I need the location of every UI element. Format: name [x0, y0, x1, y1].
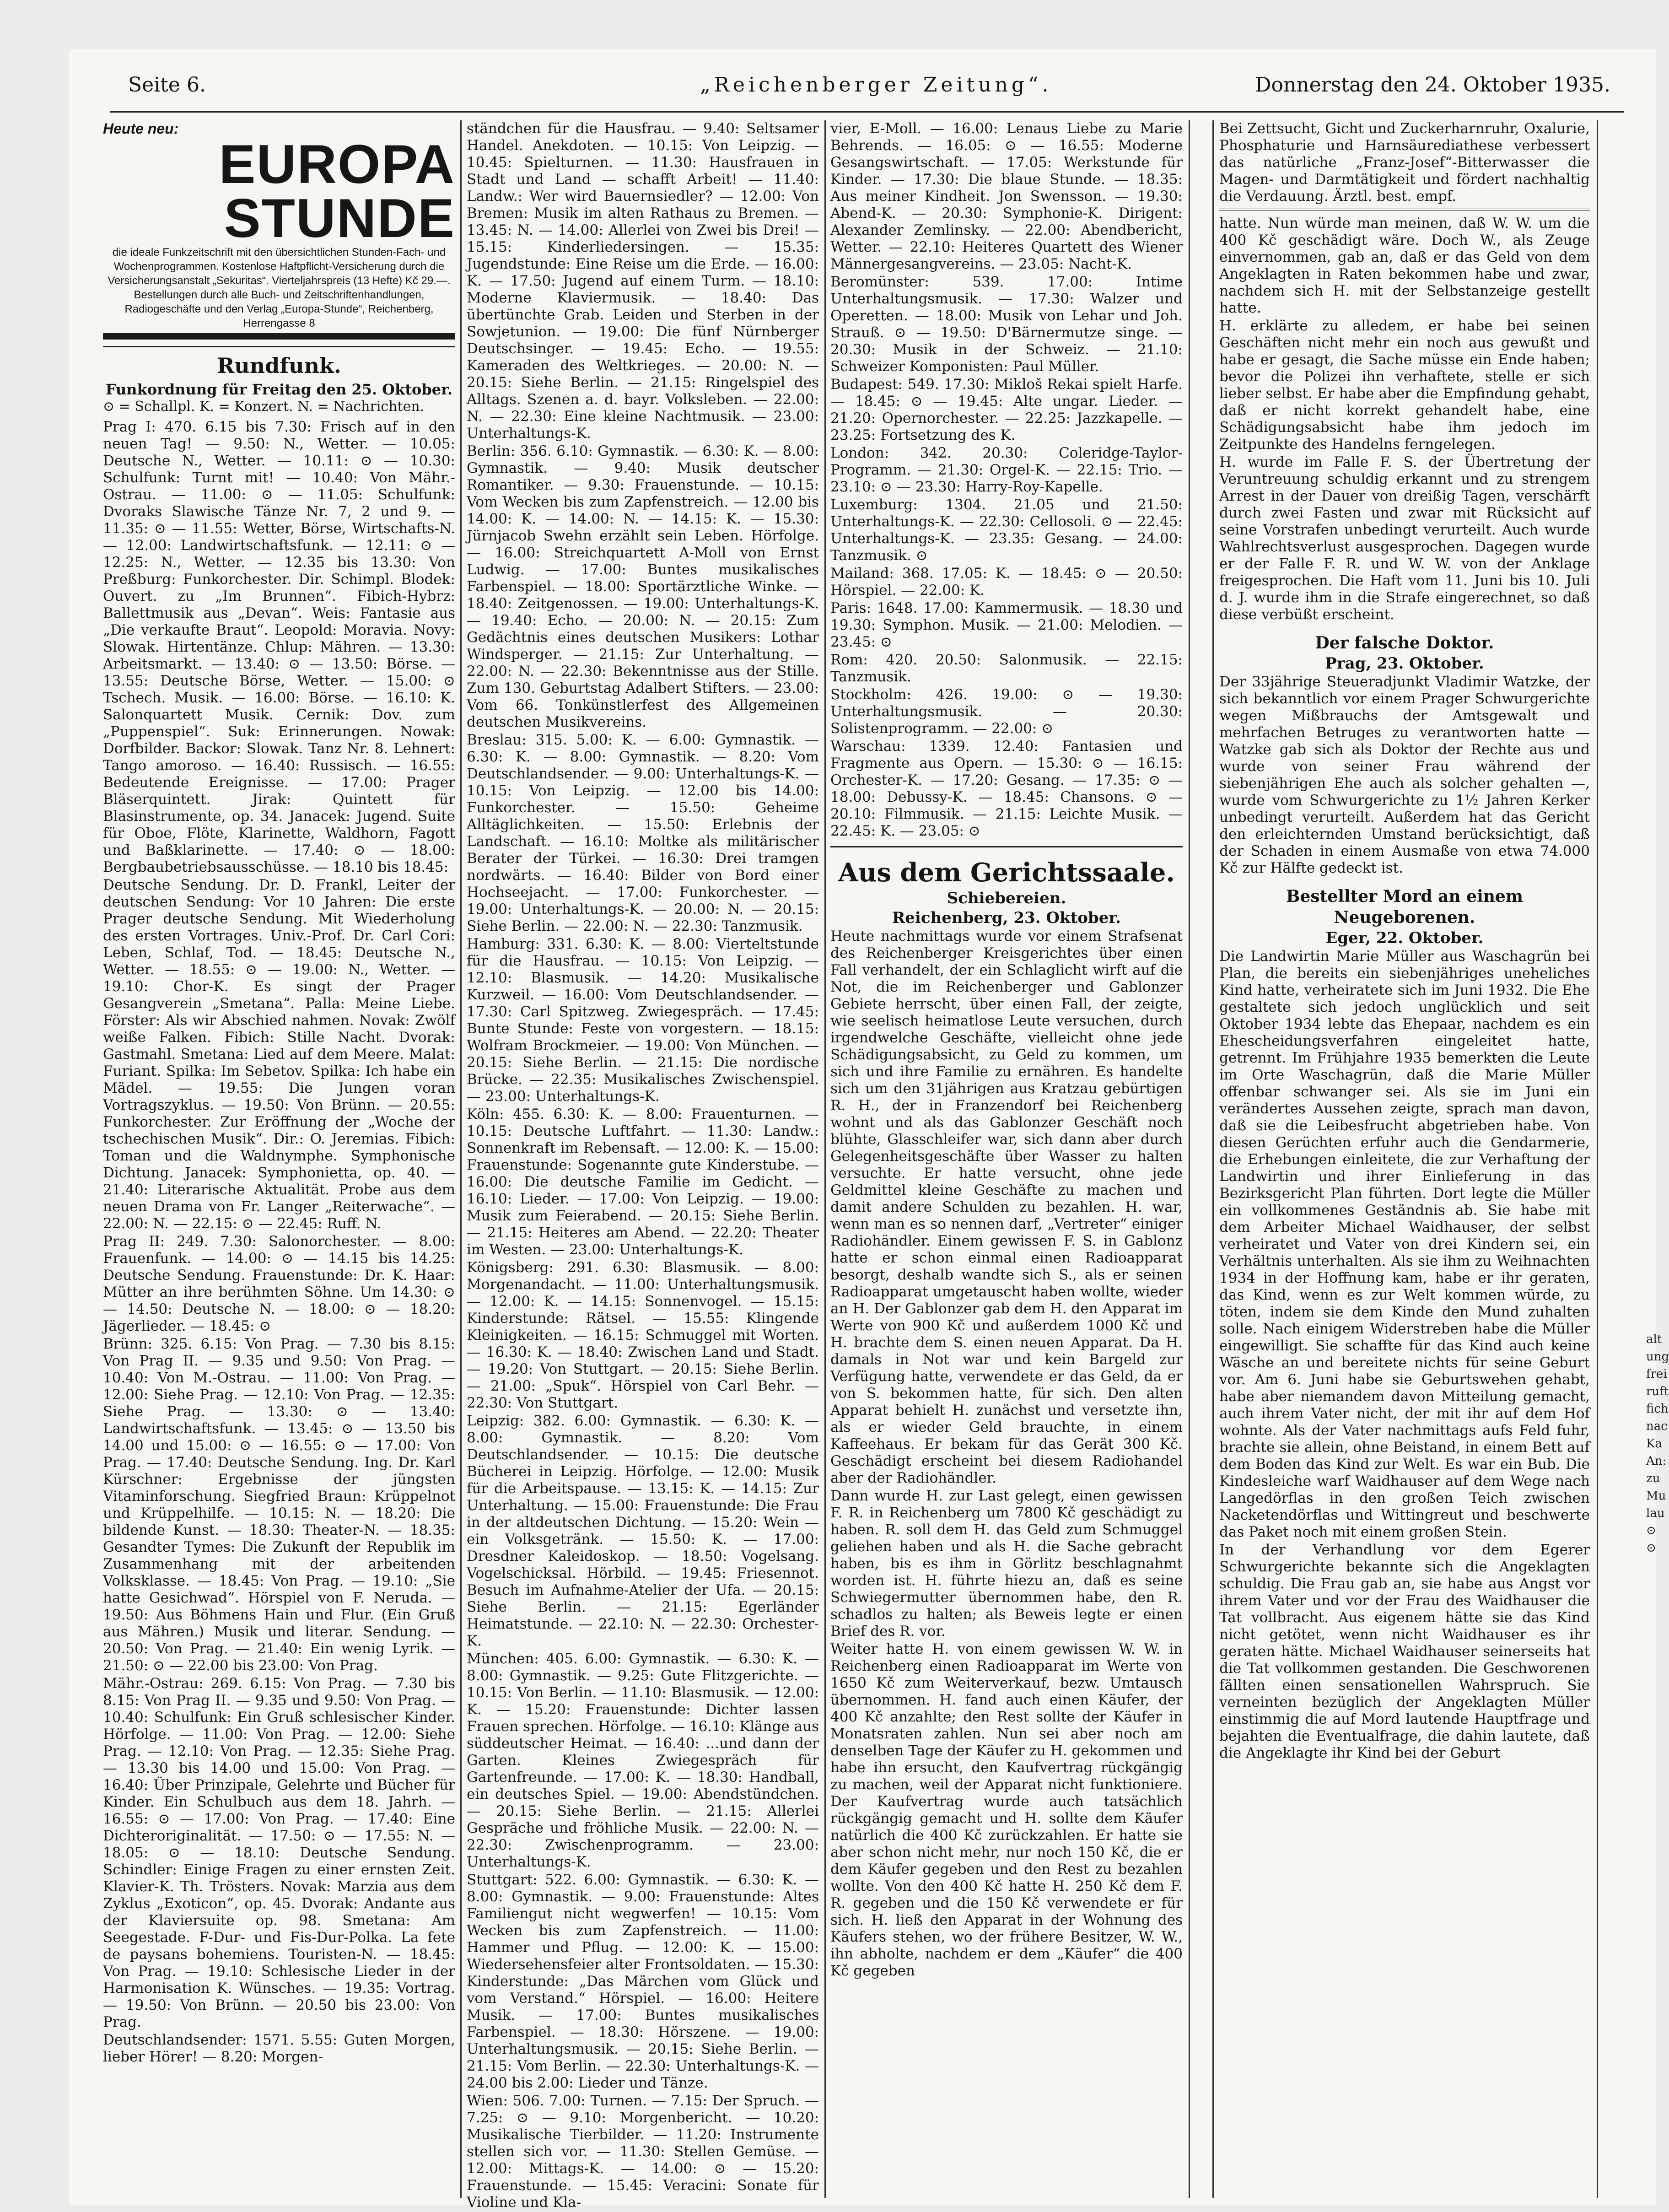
ad-brand-line-1: EUROPA: [219, 134, 455, 195]
court-article-dateline: Reichenberg, 23. Oktober.: [892, 909, 1121, 927]
radio-paragraph: Leipzig: 382. 6.00: Gymnastik. — 6.30: K. — 8.00: Gymnastik. — 8.20: Vom Deutschlandsender. — 10.15: Die deutsche Bücherei in Leipzig. Hörfolge. — 12.00: Musik für die Arbeitspause. — 13.15: K. — 14.15: Zur Unterhaltung. — 15.00: Frauenstunde: Die Frau in der altdeutschen Dichtung. — 15.20: Wein — ein Volksgetränk. — 15.50: K. — 17.00: Dresdner Kaleidoskop. — 18.50: Vogelsang. Vogelschicksal. Hörbild. — 19.45: Friesennot. Besuch im Aufnahme-Atelier der Ufa. — 20.15: Siehe Berlin. — 21.15: Egerländer Heimatstunde. — 22.10: N. — 22.30: Orchester-K.: [467, 1413, 819, 1649]
radio-paragraph: Berlin: 356. 6.10: Gymnastik. — 6.30: K. — 8.00: Gymnastik. — 9.40: Musik deutscher Romantiker. — 9.30: Frauenstunde. — 10.15: Vom Wecken bis zum Zapfenstreich. — 12.00 bis 14.00: K. — 14.00: N. — 14.15: K. — 15.30: Jürnjacob Swehn erzählt sein Leben. Hörfolge. — 16.00: Streichquartett A-Moll von Ernst Ludwig. — 17.00: Buntes musikalisches Farbenspiel. — 18.00: Sportärztliche Winke. — 18.40: Zeitgenossen. — 19.00: Unterhaltungs-K. — 19.40: Echo. — 20.00: N. — 20.15: Zum Gedächtnis eines deutschen Musikers: Lothar Windsperger. — 21.15: Zur Unterhaltung. — 22.00: N. — 22.30: Bekenntnisse aus der Stille. Zum 130. Geburtstag Adalbert Stifters. — 23.00: Vom 66. Tonkünstlerfest des Allgemeinen deutschen Musikvereins.: [467, 443, 819, 730]
radio-paragraph: ständchen für die Hausfrau. — 9.40: Seltsamer Handel. Anekdoten. — 10.15: Von Leipzig. — 10.45: Spielturnen. — 11.30: Hausfrauen in Stadt und Land — schafft Arbeit! — 11.40: Landw.: Wer wird Bauernsiedler? — 12.00: Von Bremen: Musik im alten Rathaus zu Bremen. — 13.45: N. — 14.00: Allerlei von Zwei bis Drei! — 15.15: Kinderliedersingen. — 15.35: Jugendstunde: Eine Reise um die Erde. — 16.00: K. — 17.50: Jugend auf einem Turm. — 18.10: Moderne Klaviermusik. — 18.40: Das übertünchte Grab. Leiden und Sterben in der Sowjetunion. — 19.00: Die fünf Nürnberger Deutschsinger. — 19.45: Echo. — 19.55: Kameraden des Weltkrieges. — 20.00: N. — 20.15: Siehe Berlin. — 21.15: Ringelspiel des Alltags. Szenen a. d. bayr. Volksleben. — 22.00: N. — 22.30: Eine kleine Nachtmusik. — 23.00: Unterhaltungs-K.: [467, 120, 819, 442]
ad-new-label: Heute neu:: [103, 120, 179, 137]
article-paragraph: Weiter hatte H. von einem gewissen W. W. in Reichenberg einen Radioapparat im Werte von 1650 Kč zum Weiterverkauf, bezw. Umtausch übernommen. H. fand auch einen Käufer, der 400 Kč anzahlte; den Rest sollte der Käufer in Monatsraten zahlen. Nun sei aber noch am denselben Tage der Käufer zu H. gekommen und habe ihn ersucht, den Kaufvertrag rückgängig zu machen, weil der Apparat nicht funktioniere. Der Kaufvertrag wurde auch tatsächlich rückgängig gemacht und H. sollte dem Käufer natürlich die 400 Kč zurückzahlen. Er hatte sie aber schon nicht mehr, nur noch 150 Kč, die er dem Käufer gegeben und den Rest zu bezahlen wollte. Von den 400 Kč hatte H. 250 Kč dem F. R. gegeben und die 150 Kč verwendete er für sich. H. ließ den Apparat in der Wohnung des Käufers stehen, wo der frühere Besitzer, W. W., ihn abholte, nachdem er dem „Käufer“ die 400 Kč gegeben: [830, 1641, 1183, 1979]
column-rule: [824, 120, 826, 2198]
radio-paragraph: Beromünster: 539. 17.00: Intime Unterhaltungsmusik. — 17.30: Walzer und Operetten. — 18.00: Musik von Lehar und Joh. Strauß. ⊙ — 19.50: D'Bärnermutze singe. — 20.30: Musik in der Schweiz. — 21.10: Schweizer Komponisten: Paul Müller.: [830, 274, 1183, 375]
radio-legend: ⊙ = Schallpl. K. = Konzert. N. = Nachrichten.: [103, 399, 425, 415]
section-rule: [830, 846, 1183, 847]
radio-paragraph: Hamburg: 331. 6.30: K. — 8.00: Vierteltstunde für die Hausfrau. — 10.15: Von Leipzig. — 12.10: Blasmusik. — 14.20: Musikalische Kurzweil. — 16.00: Vom Deutschlandsender. — 17.30: Carl Spitzweg. Zwiegespräch. — 17.45: Bunte Stunde: Feste von vorgestern. — 18.15: Wolfram Brockmeier. — 19.00: Von München. — 20.15: Siehe Berlin. — 21.15: Die nordische Brücke. — 22.35: Musikalisches Zwischenspiel. — 23.00: Unterhaltungs-K.: [467, 936, 819, 1105]
radio-paragraph: Warschau: 1339. 12.40: Fantasien und Fragmente aus Opern. — 15.30: ⊙ — 16.15: Orchester-K. — 17.20: Gesang. — 17.35: ⊙ — 18.00: Debussy-K. — 18.45: Chansons. ⊙ — 20.10: Filmmusik. — 21.15: Leichte Musik. — 22.45: K. — 23.05: ⊙: [830, 738, 1183, 839]
court-article-title: Schiebereien.: [947, 889, 1066, 907]
murder-article-dateline: Eger, 22. Oktober.: [1325, 929, 1484, 947]
column-rule: [460, 120, 462, 2198]
court-section-title: Aus dem Gerichtssaale.: [838, 858, 1175, 888]
radio-paragraph: Königsberg: 291. 6.30: Blasmusik. — 8.00: Morgenandacht. — 11.00: Unterhaltungsmusik. — 12.00: K. — 14.15: Sonnenvogel. — 15.15: Kinderstunde: Rätsel. — 15.55: Klingende Kleinigkeiten. — 16.15: Schmuggel mit Worten. — 16.30: K. — 18.40: Zwischen Land und Stadt. — 19.20: Von Stuttgart. — 20.15: Siehe Berlin. — 21.00: „Spuk“. Hörspiel von Carl Behr. — 22.30: Von Stuttgart.: [467, 1259, 819, 1411]
column-3: [830, 120, 1183, 2198]
europa-stunde-ad: [103, 120, 455, 347]
radio-paragraph: Deutsche Sendung. Dr. D. Frankl, Leiter der deutschen Sendung: Vor 10 Jahren: Die erste Prager deutsche Sendung. Mit Wiederholung des ersten Vortrages. Univ.-Prof. Dr. Carl Cori: Leben, Schlaf, Tod. — 18.45: Deutsche N., Wetter. — 18.55: ⊙ — 19.00: N., Wetter. — 19.10: Chor-K. Es singt der Prager Gesangverein „Smetana“. Palla: Meine Liebe. Förster: Als wir Abschied nahmen. Novak: Zwölf weiße Falken. Fibich: Stille Nacht. Dvorak: Gastmahl. Smetana: Lied auf dem Meere. Malat: Furiant. Spilka: Im Sebetov. Spilka: Ich habe ein Mädel. — 19.55: Die Jungen voran Vortragszyklus. — 19.50: Von Brünn. — 20.55: Funkorchester. Zur Eröffnung der „Woche der tschechischen Musik“. Dir.: O. Jeremias. Fibich: Toman und die Waldnymphe. Symphonische Dichtung. Janacek: Symphonietta, op. 40. — 21.40: Literarische Aktualität. Probe aus dem neuen Drama von Fr. Langer „Reiterwache“. — 22.00: N. — 22.15: ⊙ — 22.45: Ruff. N.: [103, 877, 455, 1232]
article-paragraph: Die Landwirtin Marie Müller aus Waschagrün bei Plan, die bereits ein siebenjähriges uneheliches Kind hatte, verheiratete sich im Juni 1932. Die Ehe gestaltete sich jedoch unglücklich und seit Oktober 1934 lebte das Ehepaar, nachdem es ein Ehescheidungsverfahren eingeleitet hatte, getrennt. Im Frühjahre 1935 bemerkten die Leute im Orte Waschagrün, daß die Marie Müller offenbar schwanger sei. Als sie im Juni ein verändertes Aussehen zeigte, sprach man davon, daß sie die Leibesfrucht abgetrieben habe. Von diesen Gerüchten erfuhr auch die Gendarmerie, die Erhebungen einleitete, die zur Verhaftung der Landwirtin und ihrer Einlieferung in das Bezirksgericht Plan führten. Dort legte die Müller ein vollkommenes Geständnis ab. Sie habe mit dem Arbeiter Michael Waidhauser, der selbst verheiratet und Vater von drei Kindern sei, ein Verhältnis unterhalten. Als sie ihm zu Weihnachten 1934 in der Hoffnung kam, habe er ihr geraten, das Kind, wenn es zur Welt kommen würde, zu töten, indem sie dem Kinde den Mund zuhalten solle. Nach einigem Widerstreben habe die Müller eingewilligt. Sie schaffte für das Kind auch keine Wäsche an und bereitete nichts für seine Geburt vor. Am 6. Juni habe sie Geburtswehen gehabt, habe aber niemandem davon Mitteilung gemacht, auch ihrem Vater nicht, der mit ihr auf dem Hof wohnte. Als der Vater nachmittags aufs Feld fuhr, brachte sie allein, ohne Beistand, in einem Bett auf dem Boden das Kind zur Welt. Es war ein Bub. Die Kindesleiche warf Waidhauser auf dem Wege nach Langedörflas in den großen Teich zwischen Nacketendörflas und Wittingreut und beschwerte das Paket noch mit einem großen Stein.: [1219, 948, 1590, 1540]
franz-josef-ad: Bei Zettsucht, Gicht und Zuckerharnruhr, Oxalurie, Phosphaturie und Harnsäurediathese verbessert das natürliche „Franz-Josef“-Bitterwasser die Magen- und Darmtätigkeit und fördert nachhaltig die Verdauung. Ärztl. best. empf.: [1219, 120, 1590, 210]
article-paragraph: In der Verhandlung vor dem Egerer Schwurgerichte bekannte sich die Angeklagten schuldig. Die Frau gab an, sie habe aus Angst vor ihrem Vater und vor der Frau des Waidhauser die Tat vollbracht. Aus eigenem hätte sie das Kind nicht getötet, wenn nicht Waidhauser es ihr geraten hätte. Michael Waidhauser seinerseits hat die Tat vollkommen gestanden. Die Geschworenen fällten einen sensationellen Wahrspruch. Sie verneinten bezüglich der Angeklagten Müller einstimmig die auf Mord lautende Hauptfrage und bejahten die Eventualfrage, die dahin lautete, daß die Angeklagte ihr Kind bei der Geburt: [1219, 1542, 1590, 1761]
radio-paragraph: Prag I: 470. 6.15 bis 7.30: Frisch auf in den neuen Tag! — 9.50: N., Wetter. — 10.05: Deutsche N., Wetter. — 10.11: ⊙ — 10.30: Schulfunk: Turnt mit! — 10.40: Von Mähr.-Ostrau. — 11.00: ⊙ — 11.05: Schulfunk: Dvoraks Slawische Tänze Nr. 7, 2 und 9. — 11.35: ⊙ — 11.55: Wetter, Börse, Wirtschafts-N. — 12.00: Landwirtschaftsfunk. — 12.11: ⊙ — 12.25: N., Wetter. — 12.35 bis 13.30: Von Preßburg: Funkorchester. Dir. Schimpl. Blodek: Ouvert. zu „Im Brunnen“. Fibich-Hybrz: Ballettmusik aus „Devan“. Weis: Fantasie aus „Die verkaufte Braut“. Leopold: Moravia. Novy: Slowak. Hirtentänze. Chlup: Mähren. — 13.30: Arbeitsmarkt. — 13.40: ⊙ — 13.50: Börse. — 13.55: Deutsche Börse, Wetter. — 15.00: ⊙ Tschech. Musik. — 16.00: Börse. — 16.10: K. Salonquartett Musik. Cernik: Dov. zum „Puppenspiel“. Suk: Erinnerungen. Nowak: Dorfbilder. Backor: Slowak. Tanz Nr. 8. Lehnert: Tango amoroso. — 16.40: Russisch. — 16.55: Bedeutende Ereignisse. — 17.00: Prager Bläserquintett. Jirak: Quintett für Blasinstrumente, op. 34. Janacek: Jugend. Suite für Oboe, Flöte, Klarinette, Waldhorn, Fagott und Baßklarinette. — 17.40: ⊙ — 18.00: Bergbaubetriebsausschüsse. — 18.10 bis 18.45:: [103, 419, 455, 875]
article-paragraph: hatte. Nun würde man meinen, daß W. W. um die 400 Kč geschädigt wäre. Doch W., als Zeuge einvernommen, gab an, daß er das Geld von dem Angeklagten in Raten bekommen habe und zwar, nachdem sich H. mit der Selbstanzeige gestellt hatte.: [1219, 215, 1590, 316]
article-paragraph: H. wurde im Falle F. S. der Übertretung der Veruntreuung schuldig erkannt und zu strengem Arrest in der Dauer von dreißig Tagen, verschärft durch zwei Fasten und zwar mit Rücksicht auf seine Vorstrafen unbedingt verurteilt. Auch wurde Wahlrechtsverlust ausgesprochen. Dagegen wurde er der Falle F. R. und W. W. von der Anklage freigesprochen. Die Haft vom 11. Juni bis 10. Juli d. J. wurde ihm in die Strafe eingerechnet, so daß diese verbüßt erscheint.: [1219, 454, 1590, 623]
radio-paragraph: Stockholm: 426. 19.00: ⊙ — 19.30: Unterhaltungsmusik. — 20.30: Solistenprogramm. — 22.00: ⊙: [830, 686, 1183, 737]
radio-paragraph: Breslau: 315. 5.00: K. — 6.00: Gymnastik. — 6.30: K. — 8.00: Gymnastik. — 8.20: Vom Deutschlandsender. — 9.00: Unterhaltungs-K. — 10.15: Von Leipzig. — 12.00 bis 14.00: Funkorchester. — 15.50: Geheime Alltäglichkeiten. — 15.50: Erlebnis der Landschaft. — 16.10: Moltke als militärischer Berater der Türkei. — 16.30: Drei tramgen nordwärts. — 16.40: Bilder von Bord einer Hochseejacht. — 17.00: Funkorchester. — 19.00: Unterhaltungs-K. — 20.00: N. — 20.15: Siehe Berlin. — 22.00: N. — 22.30: Tanzmusik.: [467, 732, 819, 934]
radio-paragraph: Deutschlandsender: 1571. 5.55: Guten Morgen, lieber Hörer! — 8.20: Morgen-: [103, 2032, 455, 2065]
radio-paragraph: Stuttgart: 522. 6.00: Gymnastik. — 6.30: K. — 8.00: Gymnastik. — 9.00: Frauenstunde: Altes Familiengut nicht wegwerfen! — 10.15: Vom Wecken bis zum Zapfenstreich. — 11.00: Hammer und Pflug. — 12.00: K. — 15.00: Wiedersehensfeier alter Frontsoldaten. — 15.30: Kinderstunde: „Das Märchen vom Glück und vom Verstand.“ Hörspiel. — 16.00: Heitere Musik. — 17.00: Buntes musikalisches Farbenspiel. — 18.30: Hörszene. — 19.00: Unterhaltungsmusik. — 20.15: Siehe Berlin. — 21.15: Vom Berlin. — 22.30: Unterhaltungs-K. — 24.00 bis 2.00: Lieder und Tänze.: [467, 1872, 819, 2091]
ad-brand-line-2: STUNDE: [224, 188, 455, 249]
page-number: Seite 6.: [128, 73, 206, 97]
doctor-article-title: Der falsche Doktor.: [1315, 633, 1494, 653]
doctor-article-dateline: Prag, 23. Oktober.: [1325, 654, 1484, 673]
radio-paragraph: Köln: 455. 6.30: K. — 8.00: Frauenturnen. — 10.15: Deutsche Luftfahrt. — 11.30: Landw.: Sonnenkraft im Rebensaft. — 12.00: K. — 15.00: Frauenstunde: Sogenannte gute Kinderstube. — 16.00: Die deutsche Familie im Gedicht. — 16.10: Lieder. — 17.00: Von Leipzig. — 19.00: Musik zum Feierabend. — 20.15: Siehe Berlin. — 21.15: Heiteres am Abend. — 22.20: Theater im Westen. — 23.00: Unterhaltungs-K.: [467, 1106, 819, 1258]
issue-date: Donnerstag den 24. Oktober 1935.: [1255, 73, 1610, 97]
header-rule: [110, 111, 1624, 113]
ad-rule: [103, 333, 455, 340]
column-rule: [1189, 120, 1190, 2198]
radio-paragraph: vier, E-Moll. — 16.00: Lenaus Liebe zu Marie Behrends. — 16.05: ⊙ — 16.55: Moderne Gesangswirtschaft. — 17.05: Werkstunde für Kinder. — 17.30: Die blaue Stunde. — 18.35: Aus meiner Kindheit. Jon Swensson. — 19.30: Abend-K. — 20.30: Symphonie-K. Dirigent: Alexander Zemlinsky. — 22.00: Abendbericht, Wetter. — 22.10: Heiteres Quartett des Wiener Männergesangvereins. — 23.05: Nacht-K.: [830, 120, 1183, 272]
radio-paragraph: Brünn: 325. 6.15: Von Prag. — 7.30 bis 8.15: Von Prag II. — 9.35 und 9.50: Von Prag. — 10.40: Von M.-Ostrau. — 11.00: Von Prag. — 12.00: Siehe Prag. — 12.10: Von Prag. — 12.35: Siehe Prag. — 13.30: ⊙ — 13.40: Landwirtschaftsfunk. — 13.45: ⊙ — 13.50 bis 14.00 und 15.00: ⊙ — 16.55: ⊙ — 17.00: Von Prag. — 17.40: Deutsche Sendung. Ing. Dr. Karl Kürschner: Ergebnisse der jüngsten Vitaminforschung. Siegfried Braun: Krüppelnot und Krüppelhilfe. — 10.15: N. — 18.20: Die bildende Kunst. — 18.30: Theater-N. — 18.35: Gesandter Tymes: Die Zukunft der Republik im Zusammenhang mit der arbeitenden Volksklasse. — 18.45: Von Prag. — 19.10: „Sie hatte Gesichwad“. Hörspiel von F. Neruda. — 19.50: Aus Böhmens Hain und Flur. (Ein Gruß aus Mähren.) Musik und literar. Sendung. — 20.50: Von Prag. — 21.40: Ein wenig Lyrik. — 21.50: ⊙ — 22.00 bis 23.00: Von Prag.: [103, 1336, 455, 1674]
radio-paragraph: Paris: 1648. 17.00: Kammermusik. — 18.30 und 19.30: Symphon. Musik. — 21.00: Melodien. — 23.45: ⊙: [830, 600, 1183, 650]
article-paragraph: Dann wurde H. zur Last gelegt, einen gewissen F. R. in Reichenberg um 7800 Kč geschädigt zu haben. R. soll dem H. das Geld zum Schmuggel geliehen haben und als H. die Sache gebracht haben, bis es ihm in Görlitz beschlagnahmt worden ist. H. führte hiezu an, daß es seine Schwiegermutter übernommen habe, den R. schadlos zu halten; als Beweis legte er einen Brief des R. vor.: [830, 1488, 1183, 1640]
newspaper-page: [69, 49, 1669, 2211]
radio-schedule-subtitle: Funkordnung für Freitag den 25. Oktober.: [105, 381, 453, 398]
article-paragraph: Der 33jährige Steueradjunkt Vladimir Watzke, der sich bekanntlich vor einem Prager Schwurgerichte wegen Mißbrauchs der Amtsgewalt und mehrfachen Betruges zu verantworten hatte — Watzke gab sich als Doktor der Rechte aus und wurde von seiner Frau während der siebenjährigen Ehe auch als solcher gehalten —, wurde vom Schwurgerichte zu 1½ Jahren Kerker unbedingt verurteilt. Außerdem hat das Gericht den erleichternden Umstand berücksichtigt, daß der Schaden in einem Ausmaße von etwa 74.000 Kč zur Hälfte gedeckt ist.: [1219, 674, 1590, 876]
column-4: [1219, 120, 1590, 2198]
radio-paragraph: Mähr.-Ostrau: 269. 6.15: Von Prag. — 7.30 bis 8.15: Von Prag II. — 9.35 und 9.50: Von Prag. — 10.40: Schulfunk: Ein Gruß schlesischer Kinder. Hörfolge. — 11.00: Von Prag. — 12.00: Siehe Prag. — 12.10: Von Prag. — 12.35: Siehe Prag. — 13.30 bis 14.00 und 15.00: Von Prag. — 16.40: Über Prinzipale, Gelehrte und Bücher für Kinder. Ein Schulbuch aus dem 18. Jahrh. — 16.55: ⊙ — 17.00: Von Prag. — 17.40: Eine Dichteroriginalität. — 17.50: ⊙ — 17.55: N. — 18.05: ⊙ — 18.10: Deutsche Sendung. Schindler: Einige Fragen zu einer ernsten Zeit. Klavier-K. Th. Trösters. Novak: Marzia aus dem Zyklus „Exoticon“, op. 45. Dvorak: Andante aus der Klaviersuite op. 98. Smetana: Am Seegestade. F-Dur- und Fis-Dur-Polka. La fete de paysans bohemiens. Touristen-N. — 18.45: Von Prag. — 19.10: Schlesische Lieder in der Harmonisation K. Wünsches. — 19.35: Vortrag. — 19.50: Von Brünn. — 20.50 bis 23.00: Von Prag.: [103, 1675, 455, 2030]
article-paragraph: H. erklärte zu alledem, er habe bei seinen Geschäften nicht mehr ein noch aus gewußt und habe er gesagt, die Sache müsse ein Ende haben; bevor die Polizei ihn verhaftete, stelle er sich lieber selbst. Er habe aber die Empfindung gehabt, daß er nicht korrekt gehandelt habe, eine Schädigungsabsicht habe ihm jedoch im Zeitpunkte des Handelns ferngelegen.: [1219, 318, 1590, 453]
article-paragraph: Heute nachmittags wurde vor einem Strafsenat des Reichenberger Kreisgerichtes über einen Fall verhandelt, der ein Schlaglicht wirft auf die Not, die im Reichenberger und Gablonzer Gebiete herrscht, über einen Fall, der zeigte, wie seelisch heimatlose Leute versuchen, durch irgendwelche Geschäfte, vielleicht ohne jede Schädigungsabsicht, zu Geld zu kommen, um sich und ihre Familie zu ernähren. Es handelte sich um den 31jährigen aus Kratzau gebürtigen R. H., der in Franzendorf bei Reichenberg wohnt und als das Gablonzer Geschäft noch blühte, Glasschleifer war, sich dann aber durch Gelegenheitsgeschäfte über Wasser zu halten versuchte. Er hatte versucht, ohne jede Geldmittel kleine Geschäfte zu machen und damit andere Schulden zu bezahlen. H. war, wenn man es so nennen darf, „Vertreter“ einiger Radiohändler. Einem gewissen F. S. in Gablonz hatte er schon einmal einen Radioapparat besorgt, deshalb wandte sich S., als er seinen Radioapparat umgetauscht haben wollte, wieder an H. Der Gablonzer gab dem H. den Apparat im Werte von 900 Kč und außerdem 1000 Kč und H. brachte dem S. einen neuen Apparat. Da H. damals in Not war und kein Bargeld zur Verfügung hatte, verwendete er das Geld, da er von S. bekommen hatte, für sich. Den alten Apparat behielt H. zunächst und versetzte ihn, als er wieder Geld brauchte, in einem Kaffeehaus. Er bekam für das Gerät 300 Kč. Geschädigt erscheint bei diesem Radiohandel aber der Radiohändler.: [830, 928, 1183, 1486]
adjacent-page-fragment: alt ung frei ruft fich nac Ka An: zu Mu lau ⊙ ⊙: [1646, 1333, 1669, 1555]
radio-section-title: Rundfunk.: [217, 353, 341, 378]
radio-paragraph: München: 405. 6.00: Gymnastik. — 6.30: K. — 8.00: Gymnastik. — 9.25: Gute Flitzgerichte. — 10.15: Von Berlin. — 11.10: Blasmusik. — 12.00: K. — 15.20: Frauenstunde: Dichter lassen Frauen sprechen. Hörfolge. — 16.10: Klänge aus süddeutscher Heimat. — 16.40: ...und dann der Garten. Kleines Zwiegespräch für Gartenfreunde. — 17.00: K. — 18.30: Handball, ein deutsches Spiel. — 19.00: Abendstündchen. — 20.15: Siehe Berlin. — 21.15: Allerlei Gespräche und fröhliche Musik. — 22.00: N. — 22.30: Zwischenprogramm. — 23.00: Unterhaltungs-K.: [467, 1651, 819, 1870]
radio-paragraph: Luxemburg: 1304. 21.05 und 21.50: Unterhaltungs-K. — 22.30: Cellosoli. ⊙ — 22.45: Unterhaltungs-K. — 23.35: Gesang. — 24.00: Tanzmusik. ⊙: [830, 496, 1183, 564]
page-header: [128, 73, 1610, 110]
column-rule: [1212, 120, 1214, 2198]
radio-paragraph: Wien: 506. 7.00: Turnen. — 7.15: Der Spruch. — 7.25: ⊙ — 9.10: Morgenbericht. — 10.20: Musikalische Tierbilder. — 11.20: Instrumente stellen sich vor. — 11.30: Stellen Gemüse. — 12.00: Mittags-K. — 14.00: ⊙ — 15.20: Frauenstunde. — 15.45: Veracini: Sonate für Violine und Kla-: [467, 2093, 819, 2211]
murder-article-title: Bestellter Mord an einem Neugeborenen.: [1286, 887, 1523, 927]
radio-paragraph: Rom: 420. 20.50: Salonmusik. — 22.15: Tanzmusik.: [830, 652, 1183, 685]
column-rule: [1597, 120, 1598, 2198]
radio-paragraph: Budapest: 549. 17.30: Mikloš Rekai spielt Harfe. — 18.45: ⊙ — 19.45: Alte ungar. Lieder. — 21.20: Opernorchester. — 22.25: Jazzkapelle. — 23.25: Fortsetzung des K.: [830, 376, 1183, 443]
radio-paragraph: Mailand: 368. 17.05: K. — 18.45: ⊙ — 20.50: Hörspiel. — 22.00: K.: [830, 565, 1183, 599]
radio-paragraph: London: 342. 20.30: Coleridge-Taylor-Programm. — 21.30: Orgel-K. — 22.15: Trio. — 23.10: ⊙ — 23.30: Harry-Roy-Kapelle.: [830, 445, 1183, 495]
newspaper-title: „Reichenberger Zeitung“.: [700, 73, 1052, 97]
column-2: [467, 120, 819, 2211]
column-1: [103, 120, 455, 2198]
ad-description: die ideale Funkzeitschrift mit den übersichtlichen Stunden-Fach- und Wochenprogrammen. Kostenlose Haftpflicht-Versicherung durch die Versicherungsanstalt „Sekuritas“. Vierteljahrspreis (13 Hefte) Kč 29.—. Bestellungen durch alle Buch- und Zeitschriftenhandlungen, Radiogeschäfte und den Verlag „Europa-Stunde“, Reichenberg, Herrengasse 8: [108, 246, 451, 329]
radio-paragraph: Prag II: 249. 7.30: Salonorchester. — 8.00: Frauenfunk. — 14.00: ⊙ — 14.15 bis 14.25: Deutsche Sendung. Frauenstunde: Dr. K. Haar: Mütter an ihre berühmten Söhne. Um 14.30: ⊙ — 14.50: Deutsche N. — 18.00: ⊙ — 18.20: Jägerlieder. — 18.45: ⊙: [103, 1233, 455, 1334]
